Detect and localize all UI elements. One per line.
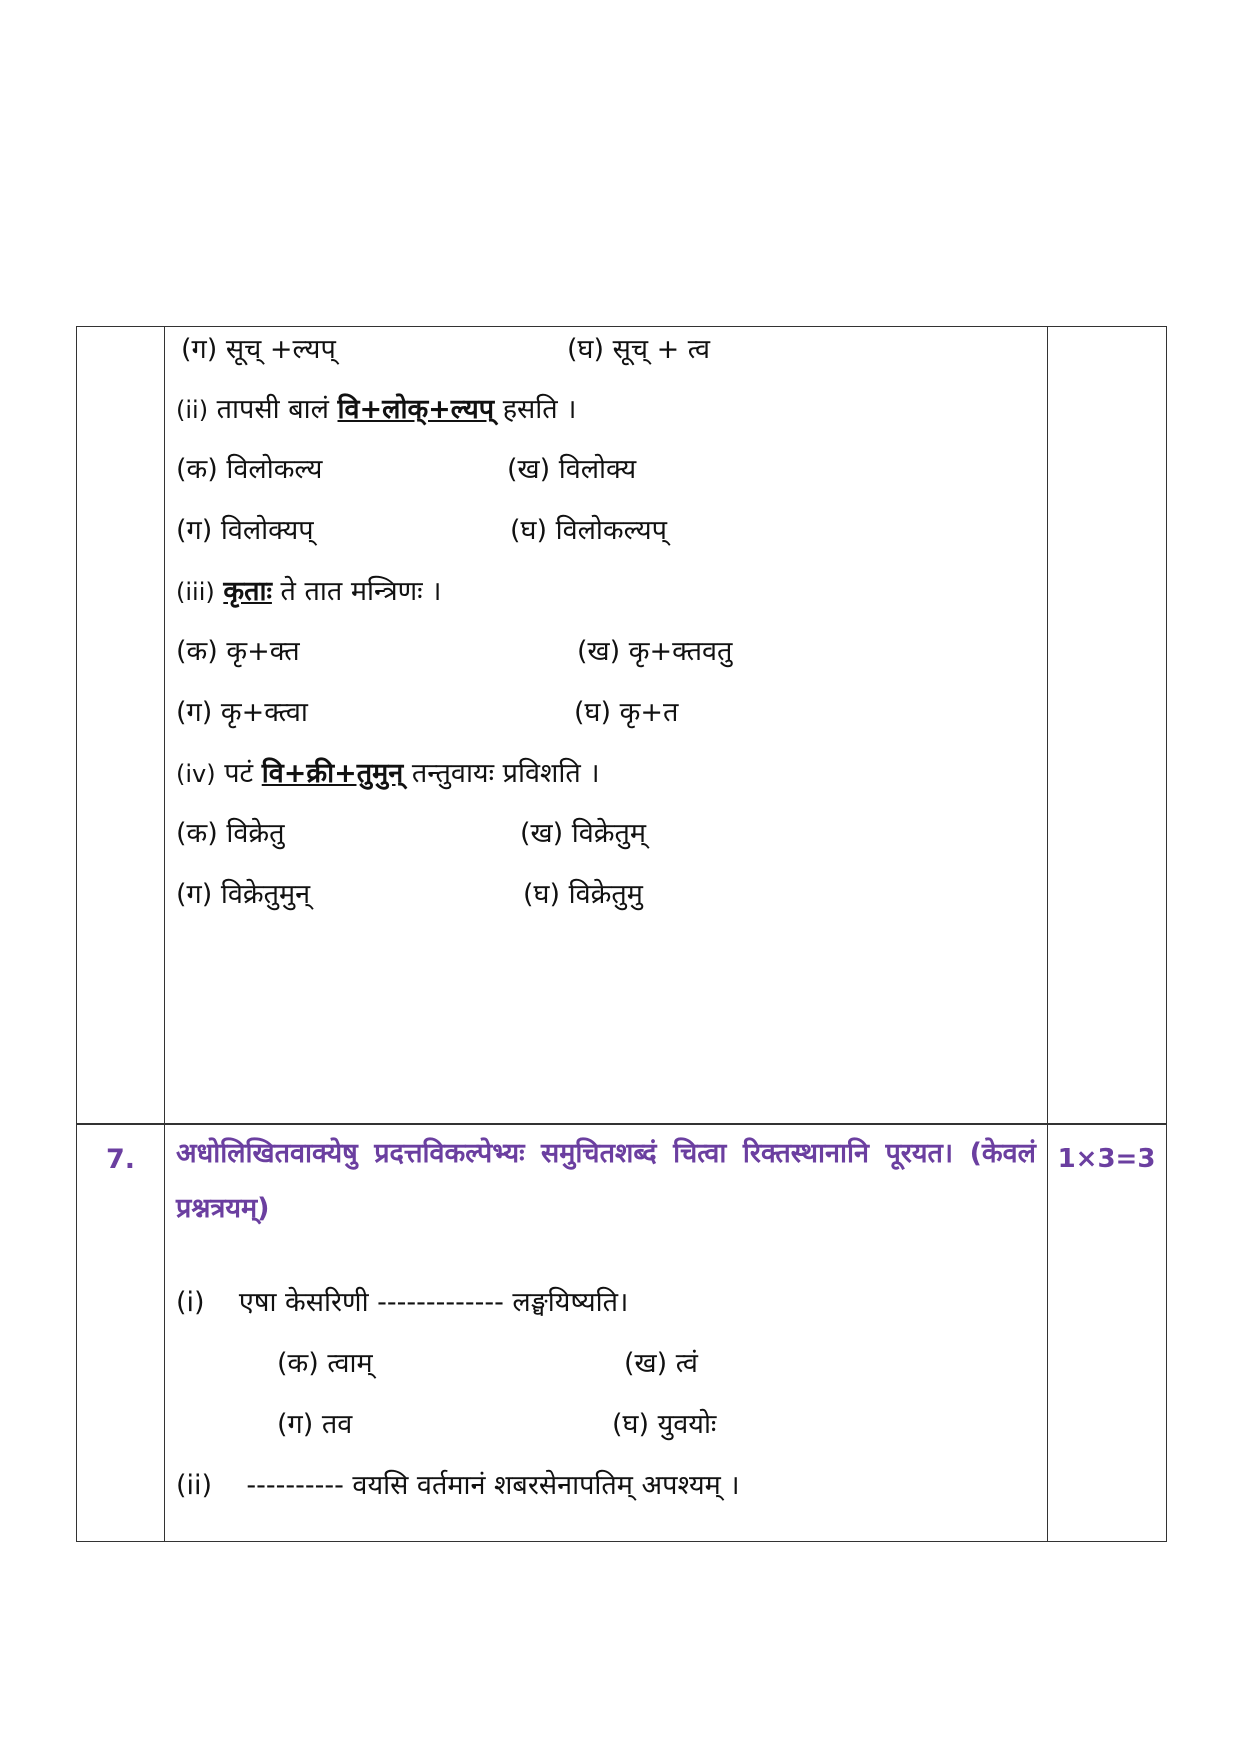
question-instruction: अधोलिखितवाक्येषु प्रदत्तविकल्पेभ्यः समुचितशब्दं चित्वा रिक्तस्थानानि पूरयत। (केवलं प्रश्नत्रयम्) xyxy=(176,1138,1036,1224)
option-ka: (क) त्वाम् xyxy=(277,1348,373,1379)
option-kha: (ख) त्वं xyxy=(624,1348,698,1379)
option-ka: (क) विक्रेतु xyxy=(176,818,285,849)
option-gha: (घ) विक्रेतुमु xyxy=(523,879,643,910)
option-kha: (ख) विक्रेतुम् xyxy=(520,818,647,849)
question-ii xyxy=(176,1469,740,1503)
table-row-q7 xyxy=(76,1123,1167,1542)
option-ga: (ग) विक्रेतुमुन् xyxy=(176,879,311,910)
option-gha: (घ) सूच् + त्व xyxy=(567,334,710,365)
question-number: (ii) xyxy=(176,1470,213,1501)
answer-table xyxy=(76,326,1167,1542)
question-text: हसति । xyxy=(494,394,577,425)
question-ii xyxy=(176,393,577,427)
question-number: (iv) xyxy=(176,760,216,788)
option-kha: (ख) कृ+क्तवतु xyxy=(577,636,733,667)
option-gha: (घ) कृ+त xyxy=(574,697,679,728)
option-ga: (ग) तव xyxy=(277,1409,353,1440)
column-divider xyxy=(1047,1124,1048,1541)
column-divider xyxy=(1047,327,1048,1124)
question-text: पटं xyxy=(224,758,262,789)
question-i xyxy=(176,1286,628,1320)
question-text: तापसी बालं xyxy=(216,394,338,425)
table-row-q6 xyxy=(76,326,1167,1125)
question-iii xyxy=(176,575,441,609)
option-ga: (ग) कृ+क्त्वा xyxy=(176,697,308,728)
option-ga: (ग) सूच् +ल्यप् xyxy=(181,334,336,365)
option-gha: (घ) युवयोः xyxy=(612,1409,717,1440)
question-highlight: कृताः xyxy=(223,576,272,607)
question-number: (ii) xyxy=(176,396,209,424)
option-kha: (ख) विलोक्य xyxy=(507,454,637,485)
option-ga: (ग) विलोक्यप् xyxy=(176,515,314,546)
question-iv xyxy=(176,757,600,791)
question-text: ---------- वयसि वर्तमानं शबरसेनापतिम् अपश्यम् । xyxy=(246,1470,740,1501)
option-ka: (क) विलोकल्य xyxy=(176,454,323,485)
question-highlight: वि+लोक्+ल्यप् xyxy=(337,394,495,425)
question-number: (i) xyxy=(176,1287,205,1318)
option-gha: (घ) विलोकल्यप् xyxy=(510,515,667,546)
column-divider xyxy=(164,1124,165,1541)
question-text: एषा केसरिणी ------------- लङ्घयिष्यति। xyxy=(238,1287,629,1318)
option-ka: (क) कृ+क्त xyxy=(176,636,300,667)
question-number: 7. xyxy=(105,1144,136,1175)
question-number: (iii) xyxy=(176,578,215,606)
question-text: तन्तुवायः प्रविशति । xyxy=(403,758,600,789)
marks-label: 1×3=3 xyxy=(1057,1144,1156,1174)
column-divider xyxy=(164,327,165,1124)
question-text: ते तात मन्त्रिणः । xyxy=(271,576,442,607)
question-highlight: वि+क्री+तुमुन् xyxy=(261,758,404,789)
